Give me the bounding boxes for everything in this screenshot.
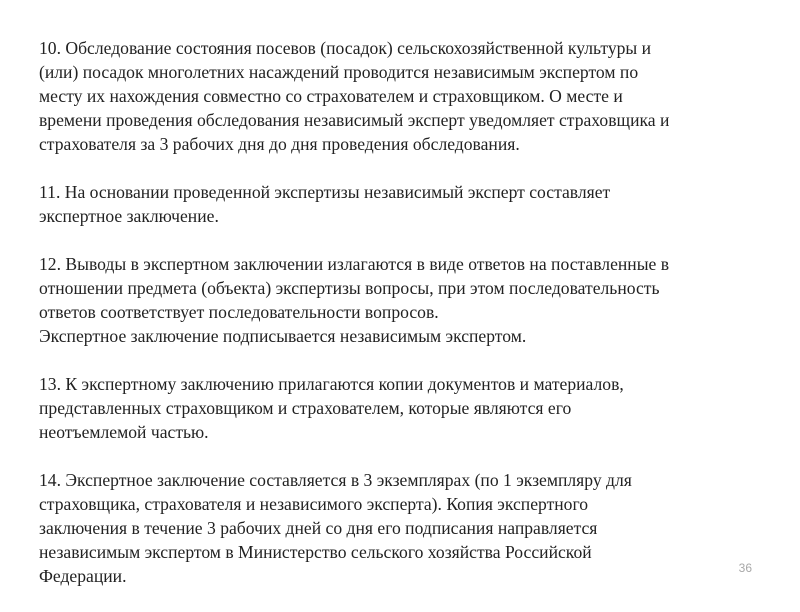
text-line: времени проведения обследования независимый эксперт уведомляет страховщика и (39, 110, 670, 130)
page-number: 36 (738, 561, 752, 575)
text-line: 13. К экспертному заключению прилагаются копии документов и материалов, (39, 374, 624, 394)
text-line: независимым экспертом в Министерство сельского хозяйства Российской (39, 542, 592, 562)
paragraph-14 (39, 468, 769, 588)
paragraph-10 (39, 36, 769, 156)
text-line: отношении предмета (объекта) экспертизы вопросы, при этом последовательность (39, 278, 660, 298)
text-line: месту их нахождения совместно со страхователем и страховщиком. О месте и (39, 86, 623, 106)
text-line: неотъемлемой частью. (39, 422, 209, 442)
text-line: Экспертное заключение подписывается независимым экспертом. (39, 326, 527, 346)
text-line: 10. Обследование состояния посевов (посадок) сельскохозяйственной культуры и (39, 38, 652, 58)
text-line: Федерации. (39, 566, 127, 586)
text-line: заключения в течение 3 рабочих дней со дня его подписания направляется (39, 518, 598, 538)
text-line: страхователя за 3 рабочих дня до дня проведения обследования. (39, 134, 520, 154)
text-line: ответов соответствует последовательности вопросов. (39, 302, 439, 322)
text-line: 12. Выводы в экспертном заключении излагаются в виде ответов на поставленные в (39, 254, 670, 274)
text-line: страховщика, страхователя и независимого эксперта). Копия экспертного (39, 494, 589, 514)
paragraph-12 (39, 252, 769, 348)
text-line: представленных страховщиком и страхователем, которые являются его (39, 398, 572, 418)
document-body (39, 36, 769, 612)
text-line: экспертное заключение. (39, 206, 219, 226)
paragraph-13 (39, 372, 769, 444)
text-line: (или) посадок многолетних насаждений проводится независимым экспертом по (39, 62, 639, 82)
paragraph-11 (39, 180, 769, 228)
text-line: 11. На основании проведенной экспертизы независимый эксперт составляет (39, 182, 611, 202)
text-line: 14. Экспертное заключение составляется в 3 экземплярах (по 1 экземпляру для (39, 470, 632, 490)
